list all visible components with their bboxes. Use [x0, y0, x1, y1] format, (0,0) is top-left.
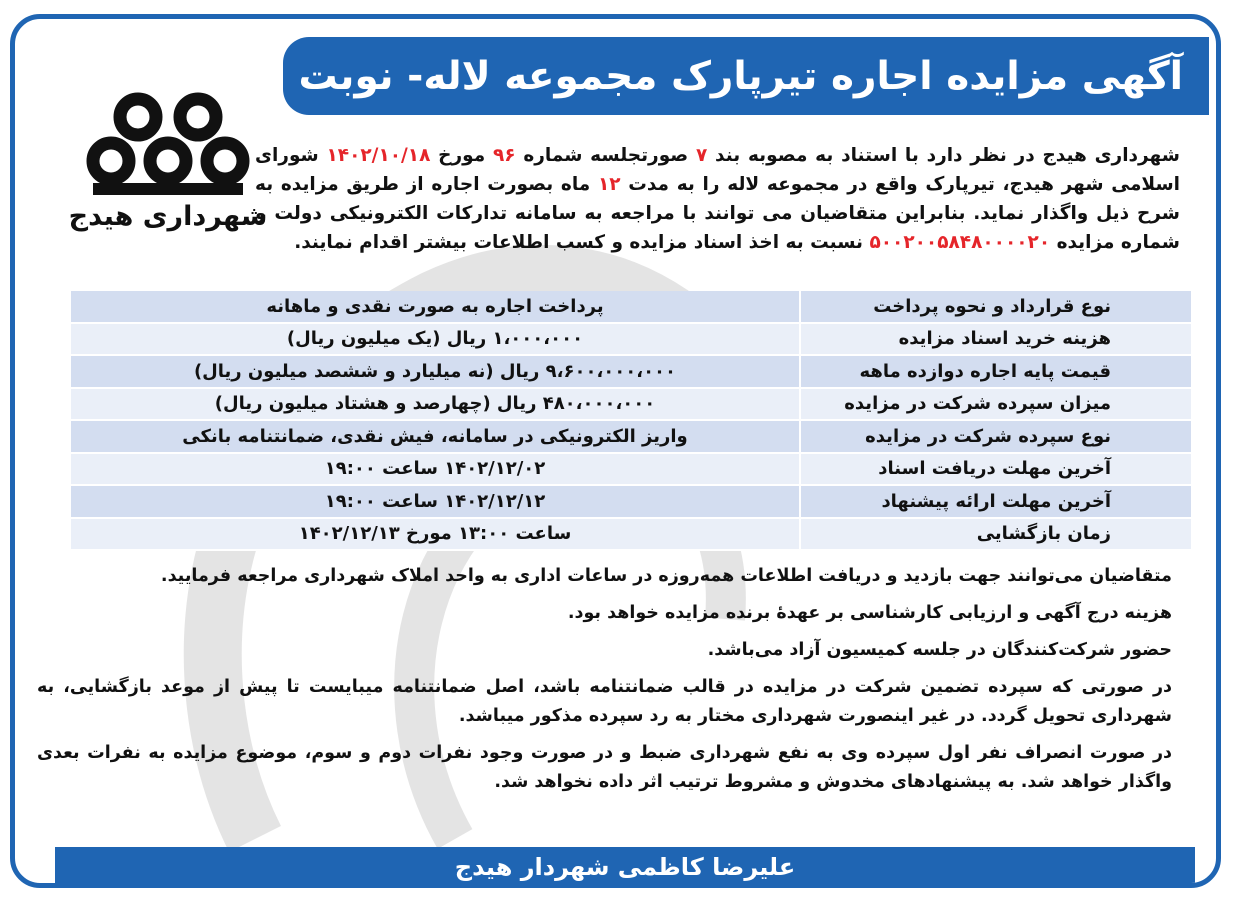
clause-number: ۷ — [695, 145, 708, 166]
row-label: آخرین مهلت دریافت اسناد — [800, 453, 1191, 486]
note-paragraph: حضور شرکت‌کنندگان در جلسه کمیسیون آزاد می‌باشد. — [707, 640, 1172, 660]
intro-text-1: شهرداری هیدج در نظر دارد با استناد به مصوبه بند — [715, 145, 1180, 166]
logo-text: شهرداری هیدج — [68, 201, 268, 232]
note-paragraph: در صورتی که سپرده تضمین شرکت در مزایده در قالب ضمانتنامه باشد، اصل ضمانتنامه میبایست تا پیش از موعد بازگشایی، به شهرداری تحویل گردد. در غیر اینصورت شهرداری مختار به رد سپرده مذکور میباشد. — [37, 677, 1172, 726]
auction-number: ۵۰۰۲۰۰۵۸۴۸۰۰۰۰۲۰ — [869, 232, 1051, 253]
table-row — [71, 291, 1191, 323]
intro-text-2: صورتجلسه شماره — [523, 145, 689, 166]
conditions-notes — [37, 562, 1172, 805]
row-value: واریز الکترونیکی در سامانه، فیش نقدی، ضمانتنامه بانکی — [71, 420, 800, 453]
row-label: نوع سپرده شرکت در مزایده — [800, 420, 1191, 453]
row-label: میزان سپرده شرکت در مزایده — [800, 388, 1191, 421]
table-row — [71, 323, 1191, 356]
table-row — [71, 420, 1191, 453]
intro-text-4: شورای اسلامی شهر هیدج، تیرپارک واقع در مجموعه لاله را به مدت — [255, 145, 1180, 195]
row-label: قیمت پایه اجاره دوازده ماهه — [800, 355, 1191, 388]
hidaj-municipality-logo-icon — [83, 89, 253, 199]
ad-frame — [10, 14, 1221, 888]
note-paragraph: هزینه درج آگهی و ارزیابی کارشناسی بر عهدهٔ برنده مزایده خواهد بود. — [567, 603, 1172, 623]
note-paragraph: متقاضیان می‌توانند جهت بازدید و دریافت اطلاعات همه‌روزه در ساعات اداری به واحد املاک شهرداری مراجعه فرمایید. — [160, 566, 1172, 586]
title-bar — [212, 37, 1209, 115]
page-title: آگهی مزایده اجاره تیرپارک مجموعه لاله- نوبت دوم — [212, 53, 1183, 99]
row-label: نوع قرارداد و نحوه پرداخت — [800, 291, 1191, 323]
intro-text-3: مورخ — [438, 145, 486, 166]
row-value: ۱۴۰۲/۱۲/۰۲ ساعت ۱۹:۰۰ — [71, 453, 800, 486]
session-number: ۹۶ — [492, 145, 516, 166]
intro-paragraph — [255, 141, 1180, 257]
note-paragraph: در صورت انصراف نفر اول سپرده وی به نفع شهرداری ضبط و در صورت وجود نفرات دوم و سوم، موضوع مزایده به نفرات بعدی واگذار خواهد شد. به پیشنهادهای مخدوش و مشروط ترتیب اثر داده نخواهد شد. — [37, 743, 1172, 792]
row-value: پرداخت اجاره به صورت نقدی و ماهانه — [71, 291, 800, 323]
municipality-logo — [63, 89, 273, 249]
row-value: ۹،۶۰۰،۰۰۰،۰۰۰ ریال (نه میلیارد و ششصد میلیون ریال) — [71, 355, 800, 388]
row-value: ۴۸۰،۰۰۰،۰۰۰ ریال (چهارصد و هشتاد میلیون ریال) — [71, 388, 800, 421]
lease-months: ۱۲ — [597, 174, 621, 195]
intro-text-6: نسبت به اخذ اسناد مزایده و کسب اطلاعات بیشتر اقدام نمایند. — [294, 232, 863, 253]
signature-text: علیرضا کاظمی شهردار هیدج — [454, 853, 796, 881]
table-row — [71, 518, 1191, 551]
table-row — [71, 453, 1191, 486]
row-label: هزینه خرید اسناد مزایده — [800, 323, 1191, 356]
table-row — [71, 485, 1191, 518]
table-row — [71, 355, 1191, 388]
row-label: آخرین مهلت ارائه پیشنهاد — [800, 485, 1191, 518]
row-value: ساعت ۱۳:۰۰ مورخ ۱۴۰۲/۱۲/۱۳ — [71, 518, 800, 551]
table-row — [71, 388, 1191, 421]
row-value: ۱۴۰۲/۱۲/۱۲ ساعت ۱۹:۰۰ — [71, 485, 800, 518]
auction-details-table — [71, 291, 1191, 551]
row-label: زمان بازگشایی — [800, 518, 1191, 551]
intro-text-5: ماه بصورت اجاره از طریق مزایده به شرح ذیل واگذار نماید. بنابراین متقاضیان می توانند با مراجعه به سامانه تدارکات الکترونیکی دولت و شماره مزایده — [255, 174, 1180, 253]
row-value: ۱،۰۰۰،۰۰۰ ریال (یک میلیون ریال) — [71, 323, 800, 356]
footer-bar — [55, 847, 1195, 887]
session-date: ۱۴۰۲/۱۰/۱۸ — [326, 145, 431, 166]
